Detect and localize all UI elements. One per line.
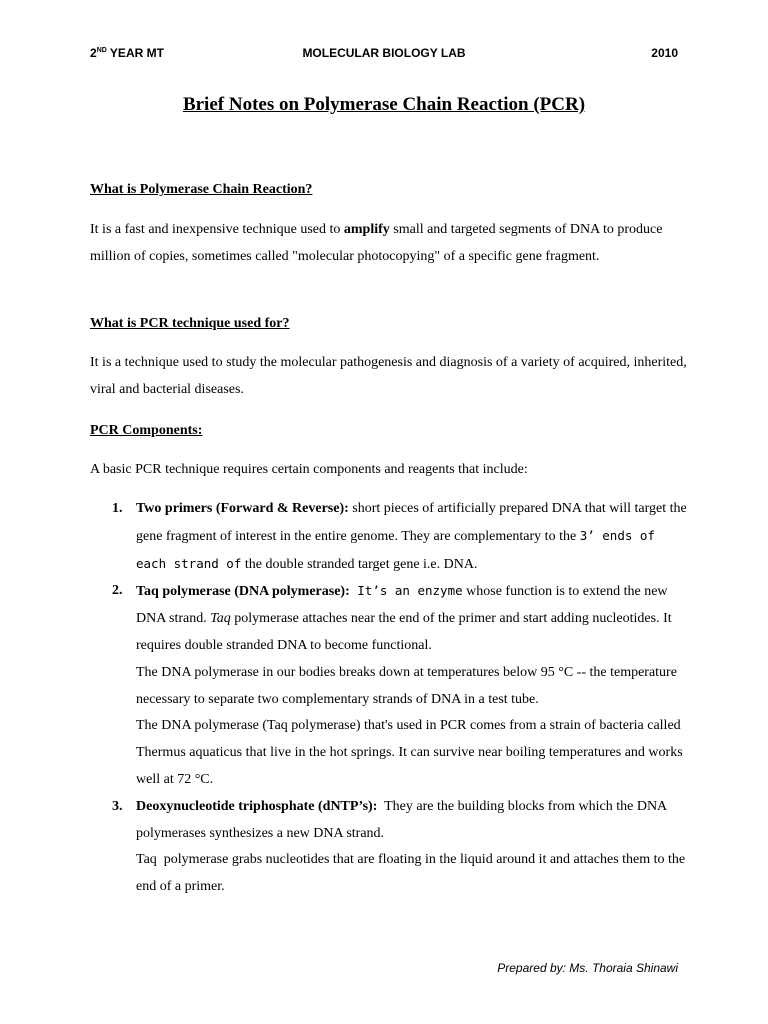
list-item [90, 578, 690, 793]
list-item-number: 1. [112, 501, 123, 516]
list-item-paragraph: The DNA polymerase in our bodies breaks down at temperatures below 95 °C -- the temperature necessary to separate two complementary strands of DNA in a test tube. [136, 664, 677, 707]
header-year-number: 2 [90, 46, 97, 60]
text: short pieces of artificially prepared DNA that will target the gene fragment of interest in the entire genome. They are complementary to the [136, 501, 687, 544]
bold-term: amplify [343, 222, 390, 237]
list-item-term: Two primers (Forward & Reverse): [136, 501, 349, 516]
section-paragraph-pcr-uses: It is a technique used to study the molecular pathogenesis and diagnosis of a variety of acquired, inherited, viral and bacterial diseases. [90, 355, 687, 397]
list-item-number: 3. [112, 798, 123, 814]
text: the double stranded target gene i.e. DNA. [241, 556, 478, 572]
header-year-label: YEAR MT [106, 46, 164, 60]
italic-term: Taq [210, 611, 231, 627]
section-heading-pcr-components: PCR Components: [90, 423, 203, 438]
header-date: 2010 [651, 46, 678, 60]
section-intro-pcr-components: A basic PCR technique requires certain components and reagents that include: [90, 462, 528, 477]
text: They are the building blocks from which the DNA polymerases synthesizes a new DNA strand. [136, 798, 670, 841]
document-title: Brief Notes on Polymerase Chain Reaction (PCR) [182, 94, 586, 115]
mono-text: It’s an enzyme [349, 583, 463, 599]
text: small and targeted segments of DNA to produce million of copies, sometimes called "molecular photocopying" of a specific gene fragment. [90, 222, 663, 264]
text: polymerase attaches near the end of the primer and start adding nucleotides. It requires double stranded DNA to become functional. [136, 611, 672, 653]
list-item-term: Deoxynucleotide triphosphate (dNTP’s): [136, 798, 378, 814]
list-item-number: 2. [112, 583, 123, 599]
page-header [90, 46, 678, 66]
mono-text: 3’ ends of each strand of [136, 527, 655, 571]
header-course: MOLECULAR BIOLOGY LAB [302, 46, 466, 60]
list-item-term: Taq polymerase (DNA polymerase): [136, 584, 350, 600]
components-list [90, 496, 690, 901]
section-paragraph-what-is-pcr [90, 217, 690, 270]
list-item [90, 496, 690, 578]
text: whose function is to extend the new DNA strand. [136, 584, 668, 627]
text: It is a fast and inexpensive technique used to [90, 222, 344, 237]
list-item-paragraph: The DNA polymerase (Taq polymerase) that's used in PCR comes from a strain of bacteria called Thermus aquaticus that live in the hot springs. It can survive near boiling temperatures and works well at 72 °C. [136, 718, 683, 787]
header-year-suffix: ND [96, 47, 107, 54]
page-footer: Prepared by: Ms. Thoraia Shinawi [497, 961, 678, 975]
list-item [90, 794, 690, 901]
section-heading-what-is-pcr: What is Polymerase Chain Reaction? [90, 182, 313, 197]
section-heading-pcr-uses: What is PCR technique used for? [90, 316, 290, 331]
list-item-paragraph: Taq polymerase grabs nucleotides that are floating in the liquid around it and attaches them to the end of a primer. [136, 852, 689, 895]
